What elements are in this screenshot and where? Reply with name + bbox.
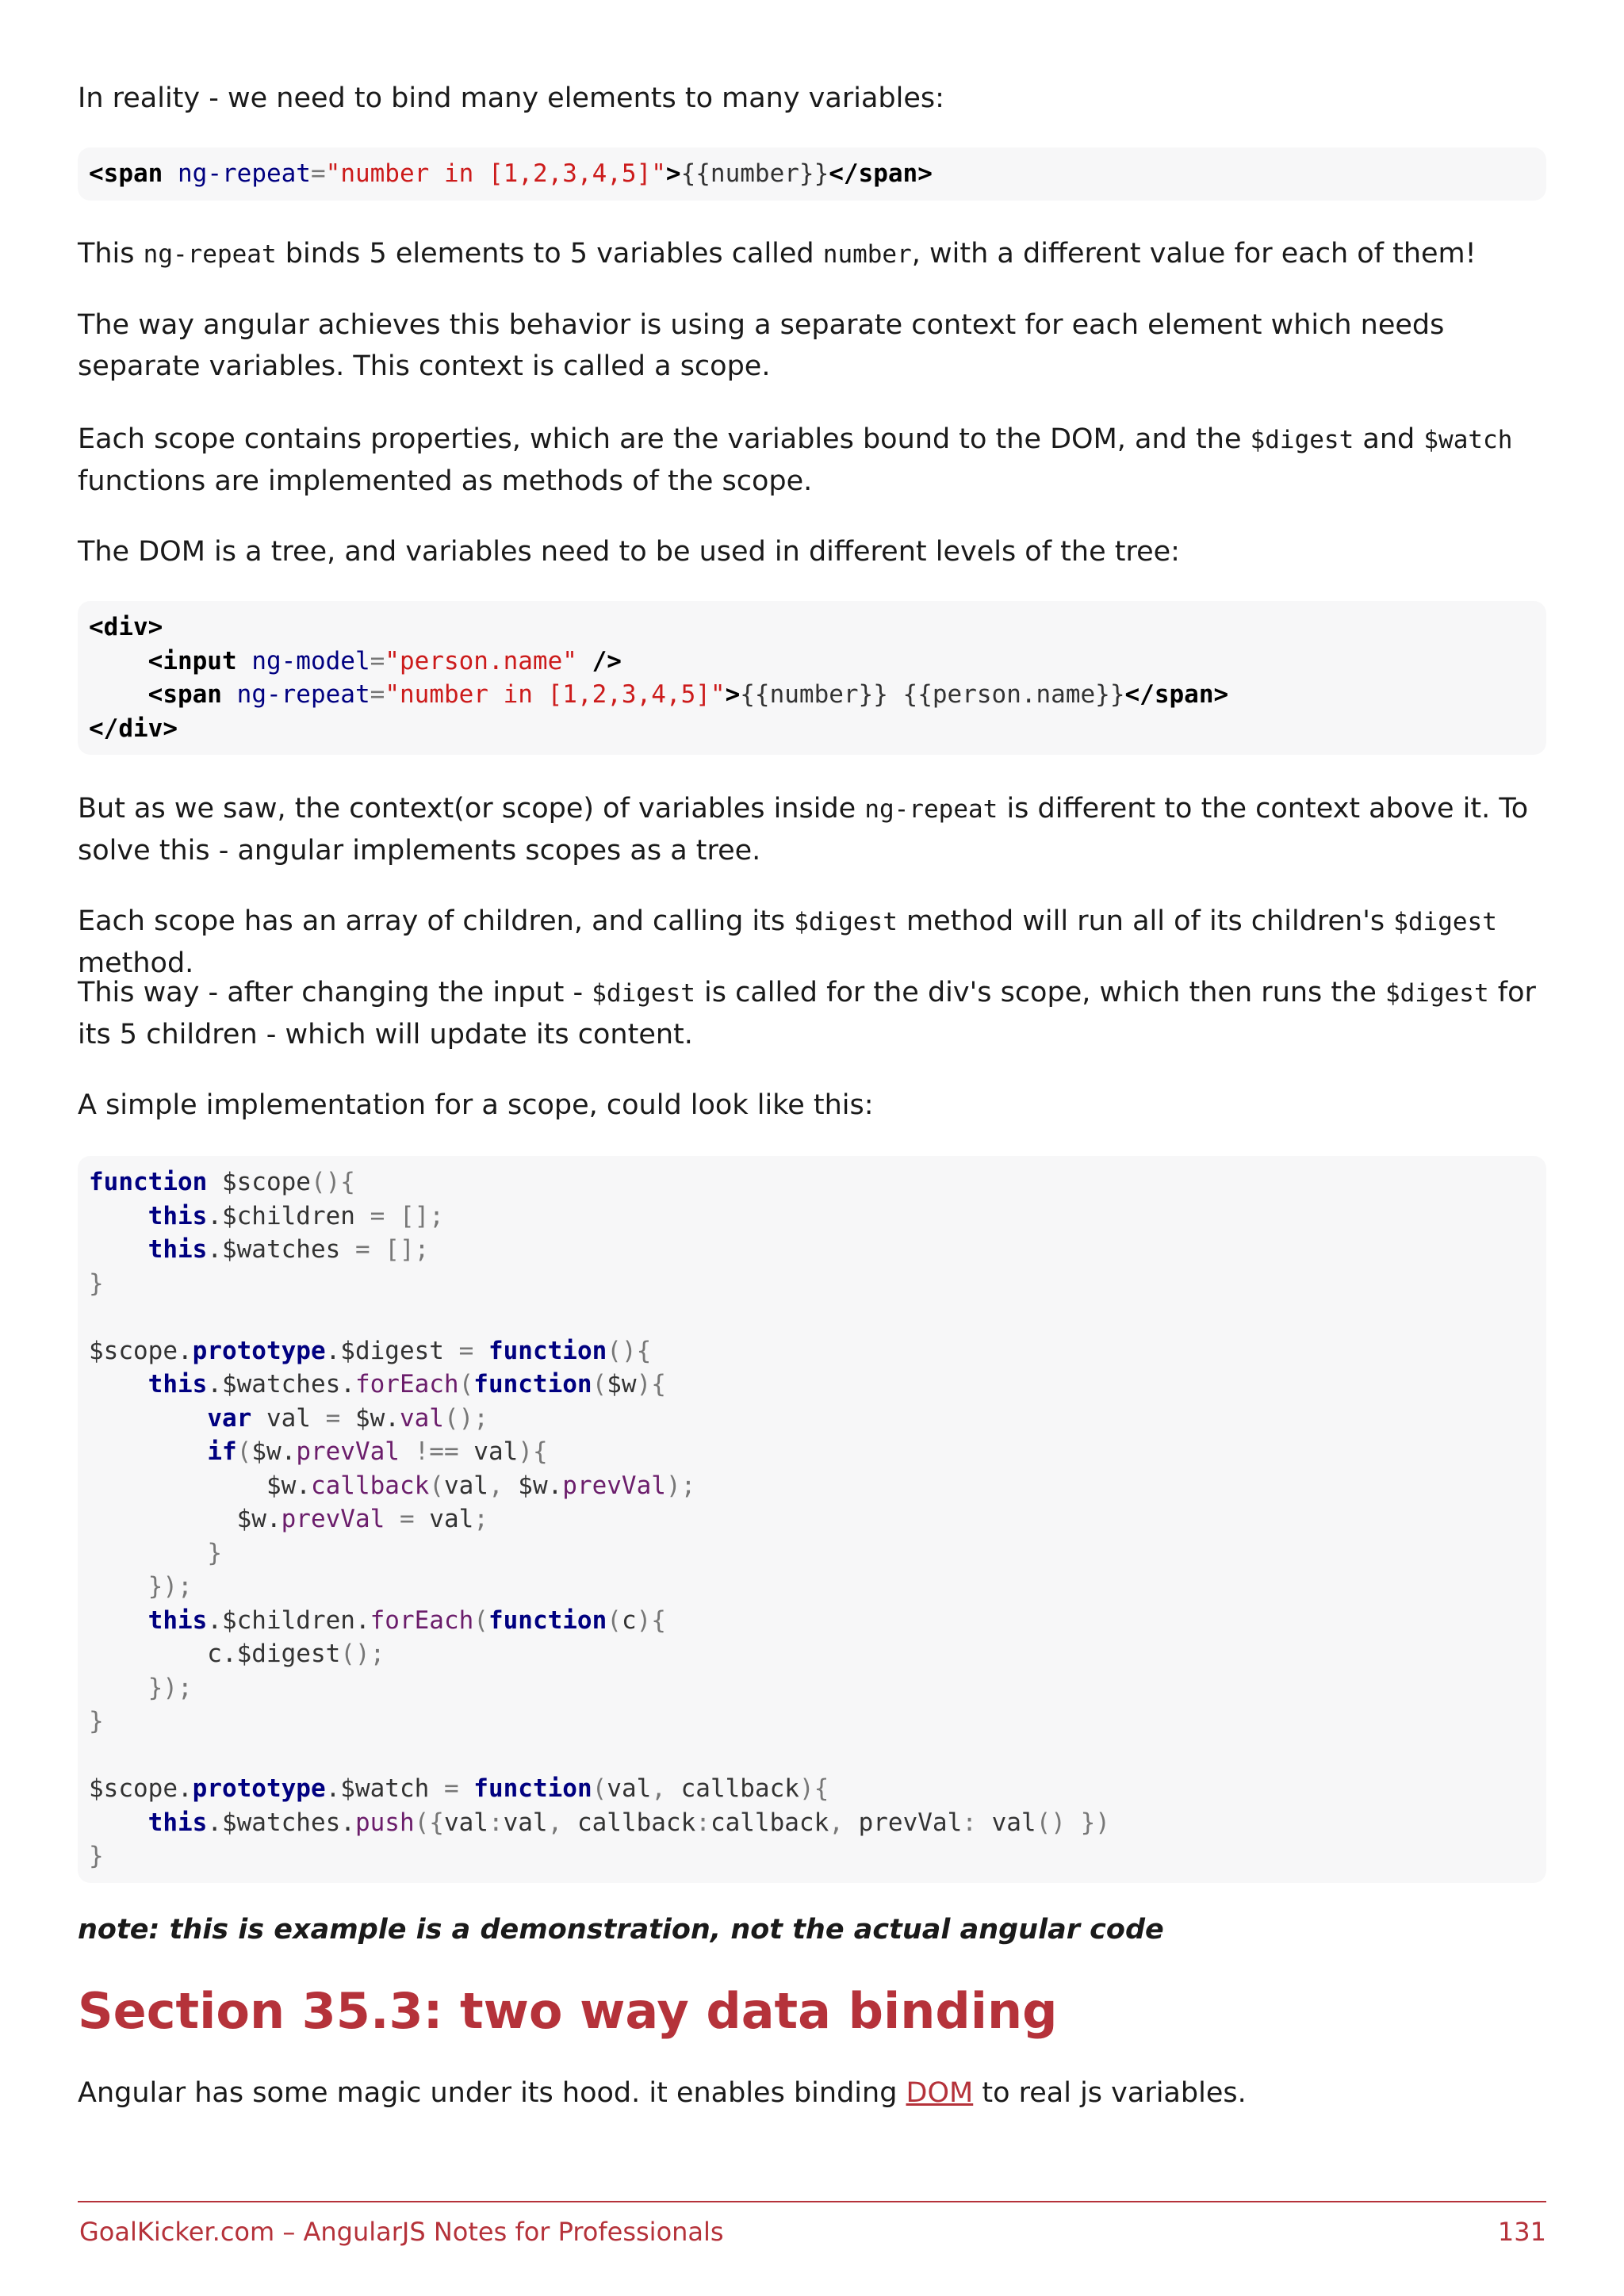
text-run: for its 5 children - which will update its content. bbox=[78, 977, 1536, 1050]
text-run: binds 5 elements to 5 variables called bbox=[276, 238, 823, 270]
paragraph-intro: In reality - we need to bind many elements to many variables: bbox=[78, 82, 944, 114]
footer-title: GoalKicker.com – AngularJS Notes for Professionals bbox=[79, 2217, 724, 2247]
footer-divider bbox=[78, 2201, 1546, 2202]
dom-link[interactable]: DOM bbox=[906, 2077, 974, 2109]
text-run: , with a different value for each of them! bbox=[911, 238, 1477, 270]
text-run: method will run all of its children's bbox=[897, 905, 1394, 937]
paragraph-context: The way angular achieves this behavior is using a separate context for each element which needs separate variables. This context is called a scope. bbox=[78, 309, 1445, 382]
code-block-ng-repeat bbox=[78, 147, 1546, 201]
inline-code: $digest bbox=[1393, 908, 1497, 936]
page-number: 131 bbox=[1497, 2217, 1546, 2247]
paragraph-scope-tree bbox=[78, 788, 1546, 871]
code-token: </span> bbox=[829, 159, 933, 188]
code-token: </div> bbox=[89, 714, 178, 743]
text-run: Each scope contains properties, which are the variables bound to the DOM, and the bbox=[78, 423, 1251, 455]
code-token: </span> bbox=[1124, 680, 1229, 709]
inline-code: $watch bbox=[1423, 426, 1513, 454]
text-run: This bbox=[78, 238, 144, 270]
paragraph-two-way bbox=[78, 2072, 1546, 2114]
paragraph-ng-repeat bbox=[78, 233, 1546, 275]
inline-code: $digest bbox=[592, 979, 695, 1008]
code-block-dom-tree: <div> <input ng-model="person.name" /> <span ng-repeat="number in [1,2,3,4,5]">{{number}} {{person.name}}</span> </div> bbox=[78, 601, 1546, 755]
text-run: method. bbox=[78, 947, 194, 979]
inline-code: $digest bbox=[1385, 979, 1489, 1008]
text-run: functions are implemented as methods of the scope. bbox=[78, 465, 813, 497]
paragraph-impl: A simple implementation for a scope, could look like this: bbox=[78, 1089, 874, 1121]
text-run: This way - after changing the input - bbox=[78, 977, 592, 1008]
text-run: Each scope has an array of children, and calling its bbox=[78, 905, 795, 937]
code-token: {{number}} {{person.name}} bbox=[740, 680, 1125, 709]
text-run: and bbox=[1354, 423, 1424, 455]
code-token: = bbox=[310, 159, 326, 188]
paragraph-scope-props bbox=[78, 419, 1546, 502]
code-token: {{number}} bbox=[680, 159, 829, 188]
section-heading: Section 35.3: two way data binding bbox=[78, 1982, 1058, 2040]
inline-code: ng-repeat bbox=[864, 795, 998, 824]
code-token: "number in [1,2,3,4,5]" bbox=[325, 159, 666, 188]
text-run: is called for the div's scope, which then runs the bbox=[695, 977, 1385, 1008]
code-token: "number in [1,2,3,4,5]" bbox=[385, 680, 726, 709]
code-token: > bbox=[665, 159, 681, 188]
text-run: to real js variables. bbox=[973, 2077, 1247, 2109]
code-token: /> bbox=[576, 646, 622, 675]
code-token: <div> bbox=[89, 613, 163, 641]
inline-code: $digest bbox=[1250, 426, 1354, 454]
code-token: <span bbox=[89, 159, 163, 188]
inline-code: number bbox=[822, 240, 912, 269]
code-token: <input bbox=[147, 646, 237, 675]
code-token: ng-repeat bbox=[178, 159, 311, 188]
note: note: this is example is a demonstration, not the actual angular code bbox=[78, 1914, 1164, 1946]
code-token: "person.name" bbox=[385, 646, 577, 675]
paragraph-digest bbox=[78, 972, 1546, 1055]
text-run: is different to the context above it. To solve this - angular implements scopes as a tree. bbox=[78, 793, 1529, 867]
text-run: Angular has some magic under its hood. it enables binding bbox=[78, 2077, 906, 2109]
paragraph-dom-tree: The DOM is a tree, and variables need to be used in different levels of the tree: bbox=[78, 536, 1180, 568]
code-block-scope-impl: function $scope(){ this.$children = []; this.$watches = []; } $scope.prototype.$digest = function(){ this.$watches.forEach(function($w){ var val = $w.val(); if($w.prevVal !== val){ $w.callback(val, $w.prevVal); $w.prevVal = val; } }); this.$children.forEach(function(c){ c.$digest(); }); } $scope.prototype.$watch = function(val, callback){ this.$watches.push({val:val, callback:callback, prevVal: val() }) } bbox=[78, 1156, 1546, 1883]
code-token: ng-repeat bbox=[236, 680, 370, 709]
code-token: <span bbox=[147, 680, 222, 709]
inline-code: ng-repeat bbox=[143, 240, 277, 269]
code-token: ng-model bbox=[251, 646, 370, 675]
text-run: But as we saw, the context(or scope) of variables inside bbox=[78, 793, 865, 825]
inline-code: $digest bbox=[794, 908, 898, 936]
